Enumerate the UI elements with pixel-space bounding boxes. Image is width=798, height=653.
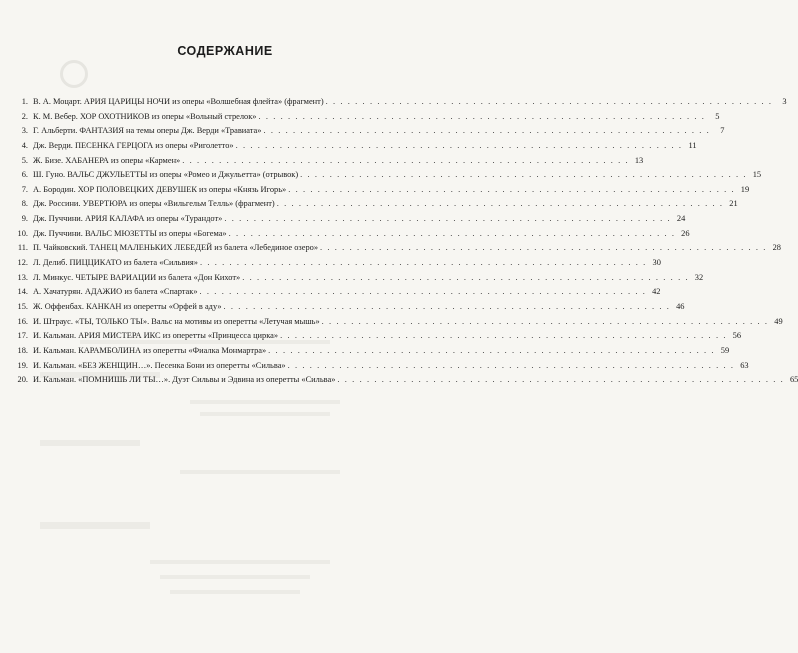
dot-leader xyxy=(224,300,671,315)
entry-title: И. Кальман. «ПОМНИШЬ ЛИ ТЫ…». Дуэт Сильвы и Эдвина из оперетты «Сильва» xyxy=(33,375,336,385)
entry-page-number: 21 xyxy=(729,199,738,209)
entry-page-number: 59 xyxy=(720,345,730,355)
entry-page-number: 46 xyxy=(676,301,685,311)
entry-title: К. М. Вебер. ХОР ОХОТНИКОВ из оперы «Вольный стрелок» xyxy=(33,111,257,121)
entry-number: 7. xyxy=(21,184,28,194)
entry-page-number: 24 xyxy=(676,214,686,224)
dot-leader xyxy=(200,256,647,271)
show-through-line xyxy=(190,400,340,404)
toc-entry xyxy=(13,241,781,256)
entry-title: И. Кальман. КАРАМБОЛИНА из оперетты «Фиалка Монмартра» xyxy=(33,345,267,355)
entry-number: 2. xyxy=(21,111,28,121)
dot-leader xyxy=(288,359,735,374)
dot-leader xyxy=(200,285,647,300)
toc-entry xyxy=(13,373,798,388)
toc-entry xyxy=(13,256,661,271)
entry-number: 4. xyxy=(21,140,28,150)
entry-page-number: 65 xyxy=(789,375,798,385)
dot-leader xyxy=(320,241,767,256)
toc-entry xyxy=(13,139,697,154)
dot-leader xyxy=(268,344,715,359)
entry-number: 20. xyxy=(17,375,28,385)
entry-title: Ж. Оффенбах. КАНКАН из оперетты «Орфей в аду» xyxy=(33,301,222,311)
dot-leader xyxy=(337,373,784,388)
entry-page-number: 63 xyxy=(740,360,749,370)
show-through-line xyxy=(180,470,340,474)
entry-title: А. Бородин. ХОР ПОЛОВЕЦКИХ ДЕВУШЕК из оперы «Князь Игорь» xyxy=(33,184,287,194)
show-through-line xyxy=(40,440,140,446)
entry-page-number: 49 xyxy=(774,316,783,326)
show-through-line xyxy=(160,575,310,579)
entry-title: Л. Делиб. ПИЦЦИКАТО из балета «Сильвия» xyxy=(33,258,198,268)
toc-entry xyxy=(13,110,720,125)
entry-title: Дж. Пуччини. АРИЯ КАЛАФА из оперы «Турандот» xyxy=(33,214,223,224)
entry-number: 19. xyxy=(17,360,28,370)
entry-title: Г. Альберти. ФАНТАЗИЯ на темы оперы Дж. Верди «Травиата» xyxy=(33,126,262,136)
entry-page-number: 15 xyxy=(752,170,762,180)
entry-number: 17. xyxy=(17,331,28,341)
dot-leader xyxy=(277,197,724,212)
toc-entry xyxy=(13,124,725,139)
entry-page-number: 32 xyxy=(694,272,704,282)
show-through-logo-icon xyxy=(60,60,88,88)
toc-entry xyxy=(13,168,762,183)
entry-title: Дж. Россини. УВЕРТЮРА из оперы «Вильгельм Телль» (фрагмент) xyxy=(33,199,275,209)
toc-entry xyxy=(13,271,704,286)
dot-leader xyxy=(322,315,769,330)
entry-page-number: 42 xyxy=(652,287,661,297)
toc-entry xyxy=(13,154,644,169)
entry-page-number: 3 xyxy=(782,97,787,106)
entry-number: 11. xyxy=(17,243,28,253)
page-title: СОДЕРЖАНИЕ xyxy=(177,44,273,58)
dot-leader xyxy=(224,212,671,227)
entry-page-number: 26 xyxy=(681,228,690,238)
entry-page-number: 5 xyxy=(715,111,720,121)
show-through-line xyxy=(170,590,300,594)
entry-number: 10. xyxy=(17,228,28,238)
entry-page-number: 56 xyxy=(732,331,742,341)
dot-leader xyxy=(326,95,773,110)
entry-number: 5. xyxy=(21,155,28,165)
toc-entry xyxy=(13,300,685,315)
entry-number: 9. xyxy=(21,214,28,224)
entry-title: Л. Минкус. ЧЕТЫРЕ ВАРИАЦИИ из балета «Дон Кихот» xyxy=(33,272,241,282)
dot-leader xyxy=(182,154,629,169)
entry-number: 14. xyxy=(17,287,28,297)
table-of-contents xyxy=(13,95,798,388)
entry-title: Дж. Пуччини. ВАЛЬС МЮЗЕТТЫ из оперы «Богема» xyxy=(33,228,227,238)
entry-page-number: 7 xyxy=(720,126,725,136)
toc-entry xyxy=(13,344,730,359)
show-through-line xyxy=(40,522,150,529)
toc-entry xyxy=(13,95,787,110)
dot-leader xyxy=(300,168,747,183)
entry-page-number: 13 xyxy=(634,155,644,165)
entry-title: Ж. Бизе. ХАБАНЕРА из оперы «Кармен» xyxy=(33,155,181,165)
entry-page-number: 28 xyxy=(772,243,781,253)
toc-entry xyxy=(13,315,783,330)
show-through-line xyxy=(150,560,330,564)
show-through-line xyxy=(200,412,330,416)
dot-leader xyxy=(263,124,710,139)
toc-entry xyxy=(13,359,749,374)
entry-number: 12. xyxy=(17,258,28,268)
entry-number: 18. xyxy=(17,345,28,355)
dot-leader xyxy=(229,227,676,242)
entry-number: 16. xyxy=(17,316,28,326)
entry-number: 1. xyxy=(21,97,28,106)
entry-title: В. А. Моцарт. АРИЯ ЦАРИЦЫ НОЧИ из оперы «Волшебная флейта» (фрагмент) xyxy=(33,97,324,106)
dot-leader xyxy=(242,271,689,286)
entry-title: А. Хачатурян. АДАЖИО из балета «Спартак» xyxy=(33,287,198,297)
toc-entry xyxy=(13,329,742,344)
entry-title: П. Чайковский. ТАНЕЦ МАЛЕНЬКИХ ЛЕБЕДЕЙ из балета «Лебединое озеро» xyxy=(33,243,319,253)
entry-number: 6. xyxy=(21,170,28,180)
entry-title: Дж. Верди. ПЕСЕНКА ГЕРЦОГА из оперы «Риголетто» xyxy=(33,140,234,150)
entry-number: 3. xyxy=(21,126,28,136)
toc-entry xyxy=(13,197,738,212)
toc-entry xyxy=(13,227,690,242)
dot-leader xyxy=(288,183,735,198)
entry-number: 13. xyxy=(17,272,28,282)
entry-page-number: 30 xyxy=(652,258,661,268)
toc-entry xyxy=(13,183,750,198)
dot-leader xyxy=(236,139,683,154)
entry-number: 8. xyxy=(21,199,28,209)
toc-entry xyxy=(13,212,686,227)
entry-number: 15. xyxy=(17,301,28,311)
entry-title: И. Кальман. АРИЯ МИСТЕРА ИКС из оперетты «Принцесса цирка» xyxy=(33,331,279,341)
entry-title: И. Кальман. «БЕЗ ЖЕНЩИН…». Песенка Бони из оперетты «Сильва» xyxy=(33,360,286,370)
entry-title: Ш. Гуно. ВАЛЬС ДЖУЛЬЕТТЫ из оперы «Ромео и Джульетта» (отрывок) xyxy=(33,170,299,180)
toc-entry xyxy=(13,285,661,300)
dot-leader xyxy=(280,329,727,344)
entry-page-number: 11 xyxy=(688,140,697,150)
dot-leader xyxy=(258,110,705,125)
entry-page-number: 19 xyxy=(740,184,750,194)
entry-title: И. Штраус. «ТЫ, ТОЛЬКО ТЫ». Вальс на мотивы из оперетты «Летучая мышь» xyxy=(33,316,320,326)
